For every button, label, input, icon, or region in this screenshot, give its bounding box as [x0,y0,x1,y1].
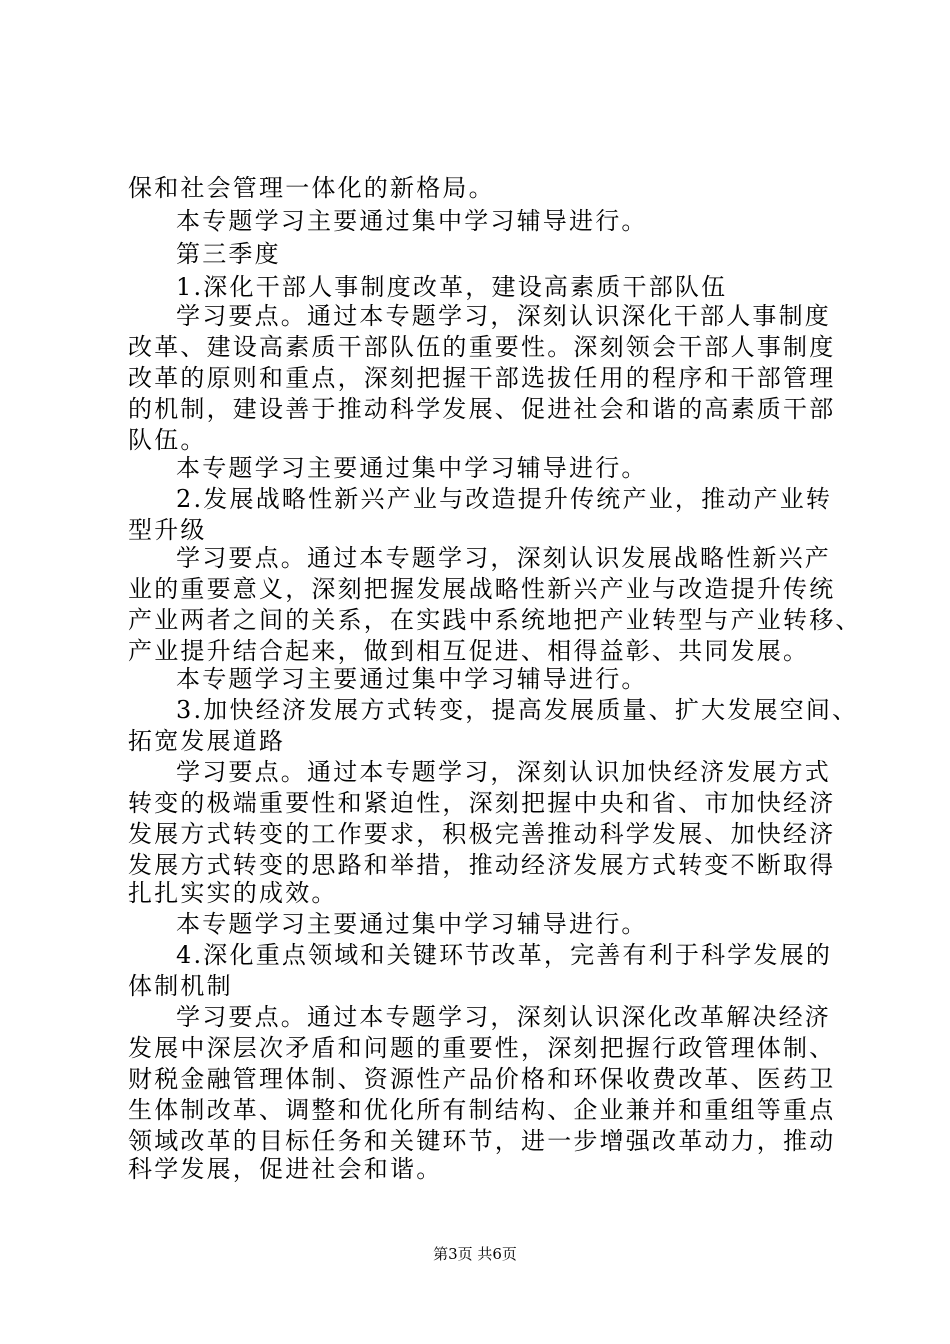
text-line: 改革、建设高素质干部队伍的重要性。深刻领会干部人事制度 [128,333,836,361]
section-heading: 第三季度 [176,240,281,268]
text-line: 扎扎实实的成效。 [128,879,338,907]
text-line: 发展中深层次矛盾和问题的重要性，深刻把握行政管理体制、 [128,1034,836,1062]
text-line: 产业两者之间的关系，在实践中系统地把产业转型与产业转移、 [128,606,862,634]
text-line: 学习要点。通过本专题学习，深刻认识加快经济发展方式 [176,758,831,786]
text-line: 本专题学习主要通过集中学习辅导进行。 [176,454,648,482]
text-line: 生体制改革、调整和优化所有制结构、企业兼并和重组等重点 [128,1096,836,1124]
topic-heading: 拓宽发展道路 [128,727,286,755]
text-line: 学习要点。通过本专题学习，深刻认识发展战略性新兴产 [176,544,831,572]
topic-heading: 4.深化重点领域和关键环节改革，完善有利于科学发展的 [176,941,833,969]
text-line: 队伍。 [128,426,207,454]
text-line: 财税金融管理体制、资源性产品价格和环保收费改革、医药卫 [128,1065,836,1093]
text-line: 发展方式转变的思路和举措，推动经济发展方式转变不断取得 [128,851,836,879]
text-line: 学习要点。通过本专题学习，深刻认识深化改革解决经济 [176,1003,831,1031]
text-line: 科学发展，促进社会和谐。 [128,1155,443,1183]
text-line: 改革的原则和重点，深刻把握干部选拔任用的程序和干部管理 [128,364,836,392]
text-line: 转变的极端重要性和紧迫性，深刻把握中央和省、市加快经济 [128,789,836,817]
topic-heading: 2.发展战略性新兴产业与改造提升传统产业，推动产业转 [176,485,833,513]
topic-heading: 型升级 [128,516,207,544]
text-line: 的机制，建设善于推动科学发展、促进社会和谐的高素质干部 [128,395,836,423]
page-number-footer: 第3页 共6页 [433,1245,517,1263]
topic-heading: 1.深化干部人事制度改革，建设高素质干部队伍 [176,273,728,301]
text-line: 领域改革的目标任务和关键环节，进一步增强改革动力，推动 [128,1127,836,1155]
topic-heading: 体制机制 [128,972,233,1000]
text-line: 业的重要意义，深刻把握发展战略性新兴产业与改造提升传统 [128,575,836,603]
text-line: 本专题学习主要通过集中学习辅导进行。 [176,665,648,693]
text-line: 学习要点。通过本专题学习，深刻认识深化干部人事制度 [176,302,831,330]
text-line: 本专题学习主要通过集中学习辅导进行。 [176,910,648,938]
topic-heading: 3.加快经济发展方式转变，提高发展质量、扩大发展空间、 [176,696,859,724]
text-line: 保和社会管理一体化的新格局。 [128,174,495,202]
text-line: 发展方式转变的工作要求，积极完善推动科学发展、加快经济 [128,820,836,848]
text-line: 本专题学习主要通过集中学习辅导进行。 [176,207,648,235]
text-line: 产业提升结合起来，做到相互促进、相得益彰、共同发展。 [128,637,810,665]
